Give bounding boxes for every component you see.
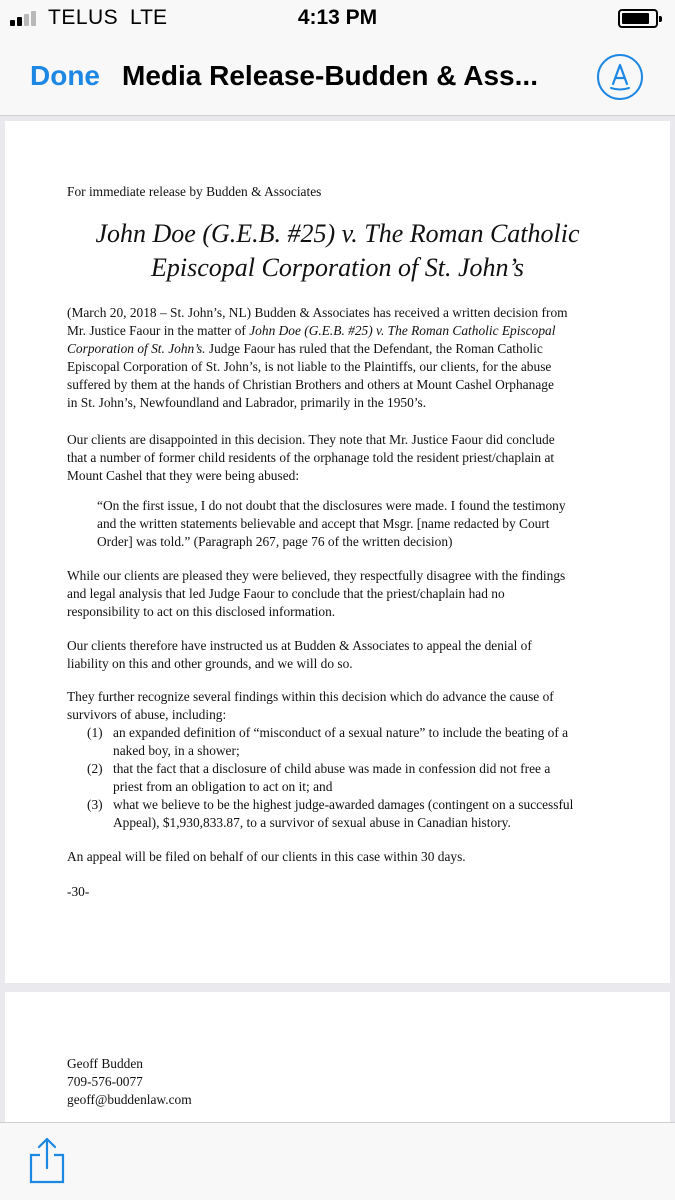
text-line: Our clients are disappointed in this decision. They note that Mr. Justice Faour did conclude bbox=[67, 432, 555, 447]
text-line: naked boy, in a shower; bbox=[113, 743, 240, 758]
text-line: (March 20, 2018 – St. John’s, NL) Budden & Associates has received a written decision from bbox=[67, 305, 568, 320]
carrier-name: TELUS bbox=[48, 6, 119, 29]
network-type: LTE bbox=[130, 6, 167, 29]
signature-email: geoff@buddenlaw.com bbox=[67, 1092, 192, 1107]
text-line: Mount Cashel that they were being abused: bbox=[67, 468, 300, 483]
status-time: 4:13 PM bbox=[297, 6, 378, 29]
text-line: that the fact that a disclosure of child abuse was made in confession did not free a bbox=[113, 761, 551, 776]
text-line: in St. John’s, Newfoundland and Labrador, primarily in the 1950’s. bbox=[67, 395, 427, 410]
document-page-2[interactable] bbox=[5, 992, 670, 1122]
list-item-number: (1) bbox=[87, 725, 103, 740]
paragraph-5 bbox=[67, 688, 607, 724]
release-line: For immediate release by Budden & Associates bbox=[67, 184, 322, 199]
list-item-number: (3) bbox=[87, 797, 103, 812]
bottom-toolbar bbox=[0, 1122, 675, 1200]
block-quote bbox=[97, 497, 617, 551]
text-line: that a number of former child residents of the orphanage told the resident priest/chaplain at bbox=[67, 450, 555, 465]
text-line: an expanded definition of “misconduct of a sexual nature” to include the beating of a bbox=[113, 725, 569, 740]
text-line: liability on this and other grounds, and we will do so. bbox=[67, 656, 353, 671]
done-button[interactable]: Done bbox=[30, 60, 100, 91]
text-line: They further recognize several findings within this decision which do advance the cause of bbox=[67, 689, 554, 704]
text-line: Episcopal Corporation of St. John’s, is not liable to the Plaintiffs, our clients, for the abuse bbox=[67, 359, 552, 374]
document-title: Media Release-Budden & Ass... bbox=[122, 60, 538, 91]
battery-icon bbox=[618, 9, 658, 28]
status-bar bbox=[0, 0, 675, 38]
markup-pen-icon[interactable] bbox=[597, 54, 643, 100]
title-line-1: John Doe (G.E.B. #25) v. The Roman Catholic bbox=[95, 219, 580, 248]
paragraph-2 bbox=[67, 431, 607, 485]
text-line: While our clients are pleased they were believed, they respectfully disagree with the findings bbox=[67, 568, 566, 583]
text-line: Order] was told.” (Paragraph 267, page 76 of the written decision) bbox=[97, 534, 453, 549]
paragraph-3 bbox=[67, 567, 607, 621]
text-line: Mr. Justice Faour in the matter of John Doe (G.E.B. #25) v. The Roman Catholic Episcopal bbox=[67, 323, 556, 338]
document-page-1[interactable] bbox=[5, 121, 670, 983]
navigation-bar bbox=[0, 38, 675, 116]
text-line: Corporation of St. John’s. Judge Faour has ruled that the Defendant, the Roman Catholic bbox=[67, 341, 543, 356]
end-mark: -30- bbox=[67, 884, 90, 899]
text-line: “On the first issue, I do not doubt that the disclosures were made. I found the testimony bbox=[97, 498, 566, 513]
text-line: priest from an obligation to act on it; and bbox=[113, 779, 333, 794]
signature-phone: 709-576-0077 bbox=[67, 1074, 143, 1089]
text-line: responsibility to act on this disclosed information. bbox=[67, 604, 336, 619]
text-line: suffered by them at the hands of Christian Brothers and others at Mount Cashel Orphanage bbox=[67, 377, 554, 392]
paragraph-4 bbox=[67, 637, 607, 673]
text-line: Appeal), $1,930,833.87, to a survivor of sexual abuse in Canadian history. bbox=[113, 815, 511, 830]
text-line: and legal analysis that led Judge Faour to conclude that the priest/chaplain had no bbox=[67, 586, 505, 601]
paragraph-6: An appeal will be filed on behalf of our clients in this case within 30 days. bbox=[67, 849, 466, 864]
signature-name: Geoff Budden bbox=[67, 1056, 143, 1071]
press-release-title bbox=[5, 217, 670, 285]
title-line-2: Episcopal Corporation of St. John’s bbox=[151, 253, 524, 282]
list-item-number: (2) bbox=[87, 761, 103, 776]
text-line: and the written statements believable and accept that Msgr. [name redacted by Court bbox=[97, 516, 550, 531]
text-line: survivors of abuse, including: bbox=[67, 707, 227, 722]
text-line: what we believe to be the highest judge-awarded damages (contingent on a successful bbox=[113, 797, 574, 812]
text-line: Our clients therefore have instructed us at Budden & Associates to appeal the denial of bbox=[67, 638, 532, 653]
share-icon[interactable] bbox=[27, 1135, 67, 1185]
paragraph-1 bbox=[67, 304, 607, 412]
